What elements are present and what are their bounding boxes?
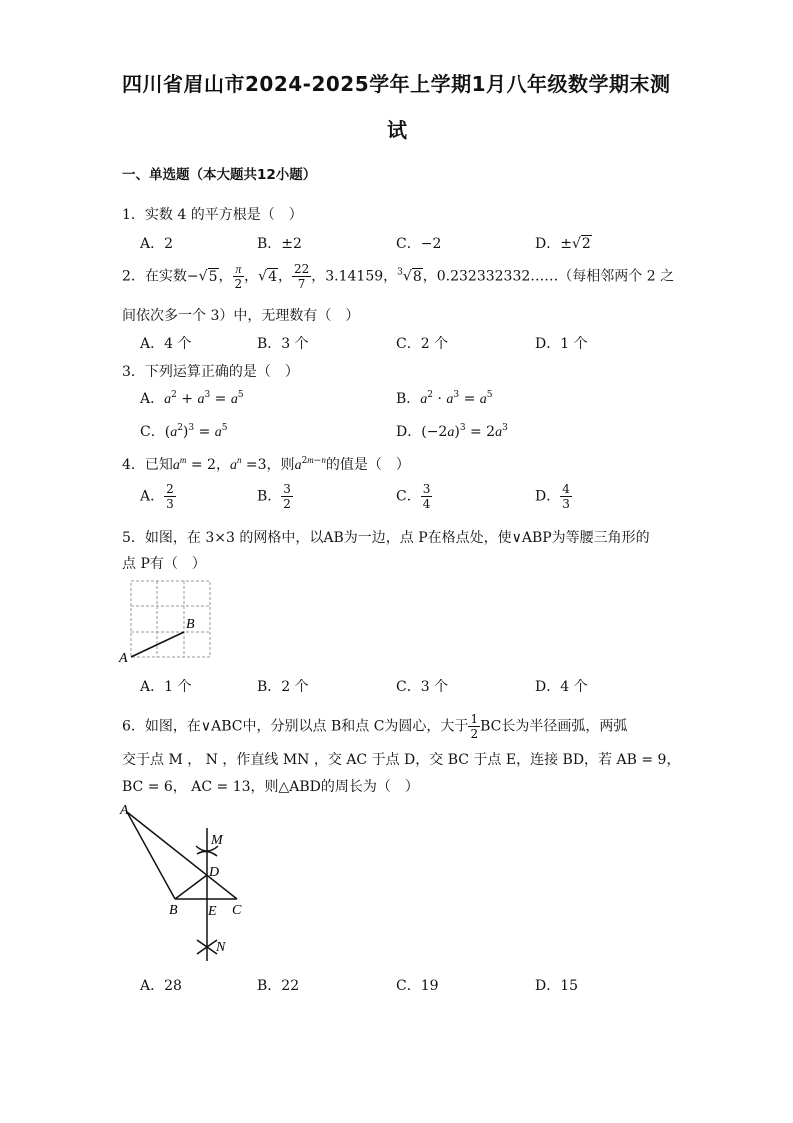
q3-option-c: C．$(a^2)^3 = a^5$: [140, 423, 228, 440]
label-c: C: [232, 903, 242, 918]
q4-option-b-fraction: [281, 482, 293, 511]
q2-radicand-4: 4: [268, 268, 277, 285]
q5-option-d: D．4 个: [535, 679, 588, 695]
q5-option-a: A．1 个: [140, 679, 192, 695]
q6-line1-a: 6．如图，在∨ABC中，分别以点 B和点 C为圆心，大于: [122, 718, 469, 735]
section-heading: 一、单选题（本大题共12小题）: [122, 167, 317, 183]
label-e: E: [208, 904, 217, 919]
q4-option-a: [140, 482, 176, 511]
q4-option-b: [257, 482, 293, 511]
q5-option-c: C．3 个: [396, 679, 449, 695]
label-a: A: [120, 803, 129, 818]
q5-option-b: B．2 个: [257, 679, 309, 695]
side-ab: [127, 812, 175, 899]
q4-d-den: 3: [562, 497, 570, 511]
q4-option-a-fraction: [164, 482, 176, 511]
q4-a-den: 3: [166, 497, 174, 511]
q2-pi-over-2: [233, 262, 245, 291]
q2-two: 2: [234, 277, 243, 291]
q1-option-a: A．2: [140, 236, 174, 252]
q4-stem-d: 的值是（ ）: [325, 457, 410, 473]
q2-radicand-5: 5: [208, 268, 218, 285]
q2-22-over-7: [292, 262, 311, 291]
q1-option-c: C．−2: [396, 236, 442, 252]
q4-c-num: 3: [422, 482, 431, 496]
q6-line1-b: BC长为半径画弧，两弧: [480, 718, 628, 735]
q4-d-num: 4: [562, 482, 570, 496]
q1-option-d-radicand: 2: [581, 236, 591, 252]
q4-option-c-fraction: [421, 482, 433, 511]
question-1-stem: 1．实数 4 的平方根是（ ）: [122, 207, 303, 223]
q2-option-a: A．4 个: [140, 336, 192, 352]
point-label-a: A: [119, 651, 128, 666]
q4-option-d-label: D．: [535, 488, 561, 505]
q4-option-a-label: A．: [140, 488, 165, 505]
q6-triangle-figure: [110, 798, 260, 968]
question-6-stem-line3: BC = 6， AC = 13，则△ABD的周长为（ ）: [122, 779, 419, 795]
q6-option-d: D．15: [535, 978, 579, 994]
question-6-stem-line1: [122, 712, 627, 741]
q2-cube-index: 3: [397, 267, 403, 278]
q4-option-b-label: B．: [257, 488, 282, 505]
q3-option-b: B．$a^2 \cdot a^3 = a^5$: [396, 390, 493, 407]
q3-option-c-label: C．: [140, 424, 165, 440]
q2-tail2: ，0.232332332……（每相邻两个 2 之: [422, 268, 675, 285]
label-d: D: [209, 865, 220, 880]
q4-option-c-label: C．: [396, 488, 421, 505]
question-3-stem: 3．下列运算正确的是（ ）: [122, 364, 299, 380]
q5-dashed-grid: [131, 581, 210, 657]
question-6-stem-line2: 交于点 M ， N ，作直线 MN ，交 AC 于点 D，交 BC 于点 E，连接 BD，若 AB = 9，: [122, 752, 681, 768]
q4-b-num: 3: [283, 482, 291, 496]
q1-option-d: D．±√2: [535, 236, 591, 252]
q2-7: 7: [297, 277, 306, 291]
question-5-stem-line1: 5．如图，在 3×3 的网格中，以AB为一边，点 P在格点处，使∨ABP为等腰三角形的: [122, 530, 650, 546]
q4-a-num: 2: [166, 482, 174, 496]
q4-option-d-fraction: [560, 482, 572, 511]
page-title-line2: 试: [387, 118, 408, 142]
q3-option-d: D．$(-2a)^3 = 2a^3$: [396, 423, 508, 440]
q2-option-d: D．1 个: [535, 336, 588, 352]
q2-radicand-8: 8: [412, 268, 422, 285]
label-m: M: [211, 833, 223, 848]
q4-stem-b: = 2，: [190, 457, 230, 473]
q4-option-d: [535, 482, 572, 511]
segment-bd: [175, 875, 207, 899]
q3-option-d-label: D．: [396, 424, 422, 440]
q2-minus: −: [186, 268, 199, 285]
q1-option-d-prefix: D．±: [535, 236, 572, 252]
q6-option-a: A．28: [140, 978, 182, 994]
label-b: B: [169, 903, 178, 918]
q6-option-b: B．22: [257, 978, 300, 994]
q3-option-b-label: B．: [396, 391, 421, 407]
q6-half-den: 2: [470, 727, 479, 741]
q4-stem-a: 4．已知: [122, 457, 173, 473]
q1-option-b: B．±2: [257, 236, 302, 252]
side-ac: [127, 812, 237, 899]
q4-option-c: [396, 482, 432, 511]
q3-option-a-label: A．: [140, 391, 165, 407]
page-title-line1: 四川省眉山市2024-2025学年上学期1月八年级数学期末测: [122, 72, 671, 96]
question-2-stem-line1: 2．在实数−√5， $\frac{\pi}{2}$ ，√4， $\frac{22}{7}$ ，3.14159，$^3$√8，0.232332332……（每相邻两个 2 之: [122, 262, 675, 291]
question-2-stem-line2: 间依次多一个 3）中，无理数有（ ）: [122, 308, 360, 324]
q6-half-num: 1: [470, 712, 479, 726]
q4-stem-c: =3，则: [245, 457, 295, 473]
label-n: N: [216, 940, 226, 955]
q2-prefix: 2．在实数: [122, 268, 187, 285]
q6-half: [468, 712, 480, 741]
question-5-stem-line2: 点 P有（ ）: [122, 556, 206, 572]
point-label-b: B: [186, 617, 195, 632]
q6-option-c: C．19: [396, 978, 439, 994]
question-4-stem: 4．已知$a^m = 2$，$a^n =3$，则$a^{2m-n}$的值是（ ）: [122, 455, 410, 473]
q3-option-a: A．$a^2 + a^3 = a^5$: [140, 390, 244, 407]
q5-grid-figure: [110, 572, 220, 672]
q2-tail: ，3.14159，: [311, 268, 398, 285]
q2-option-b: B．3 个: [257, 336, 309, 352]
q2-22: 22: [293, 262, 310, 276]
q2-pi: π: [233, 262, 245, 277]
q4-b-den: 2: [283, 497, 291, 511]
q4-c-den: 4: [422, 497, 431, 511]
q2-option-c: C．2 个: [396, 336, 449, 352]
